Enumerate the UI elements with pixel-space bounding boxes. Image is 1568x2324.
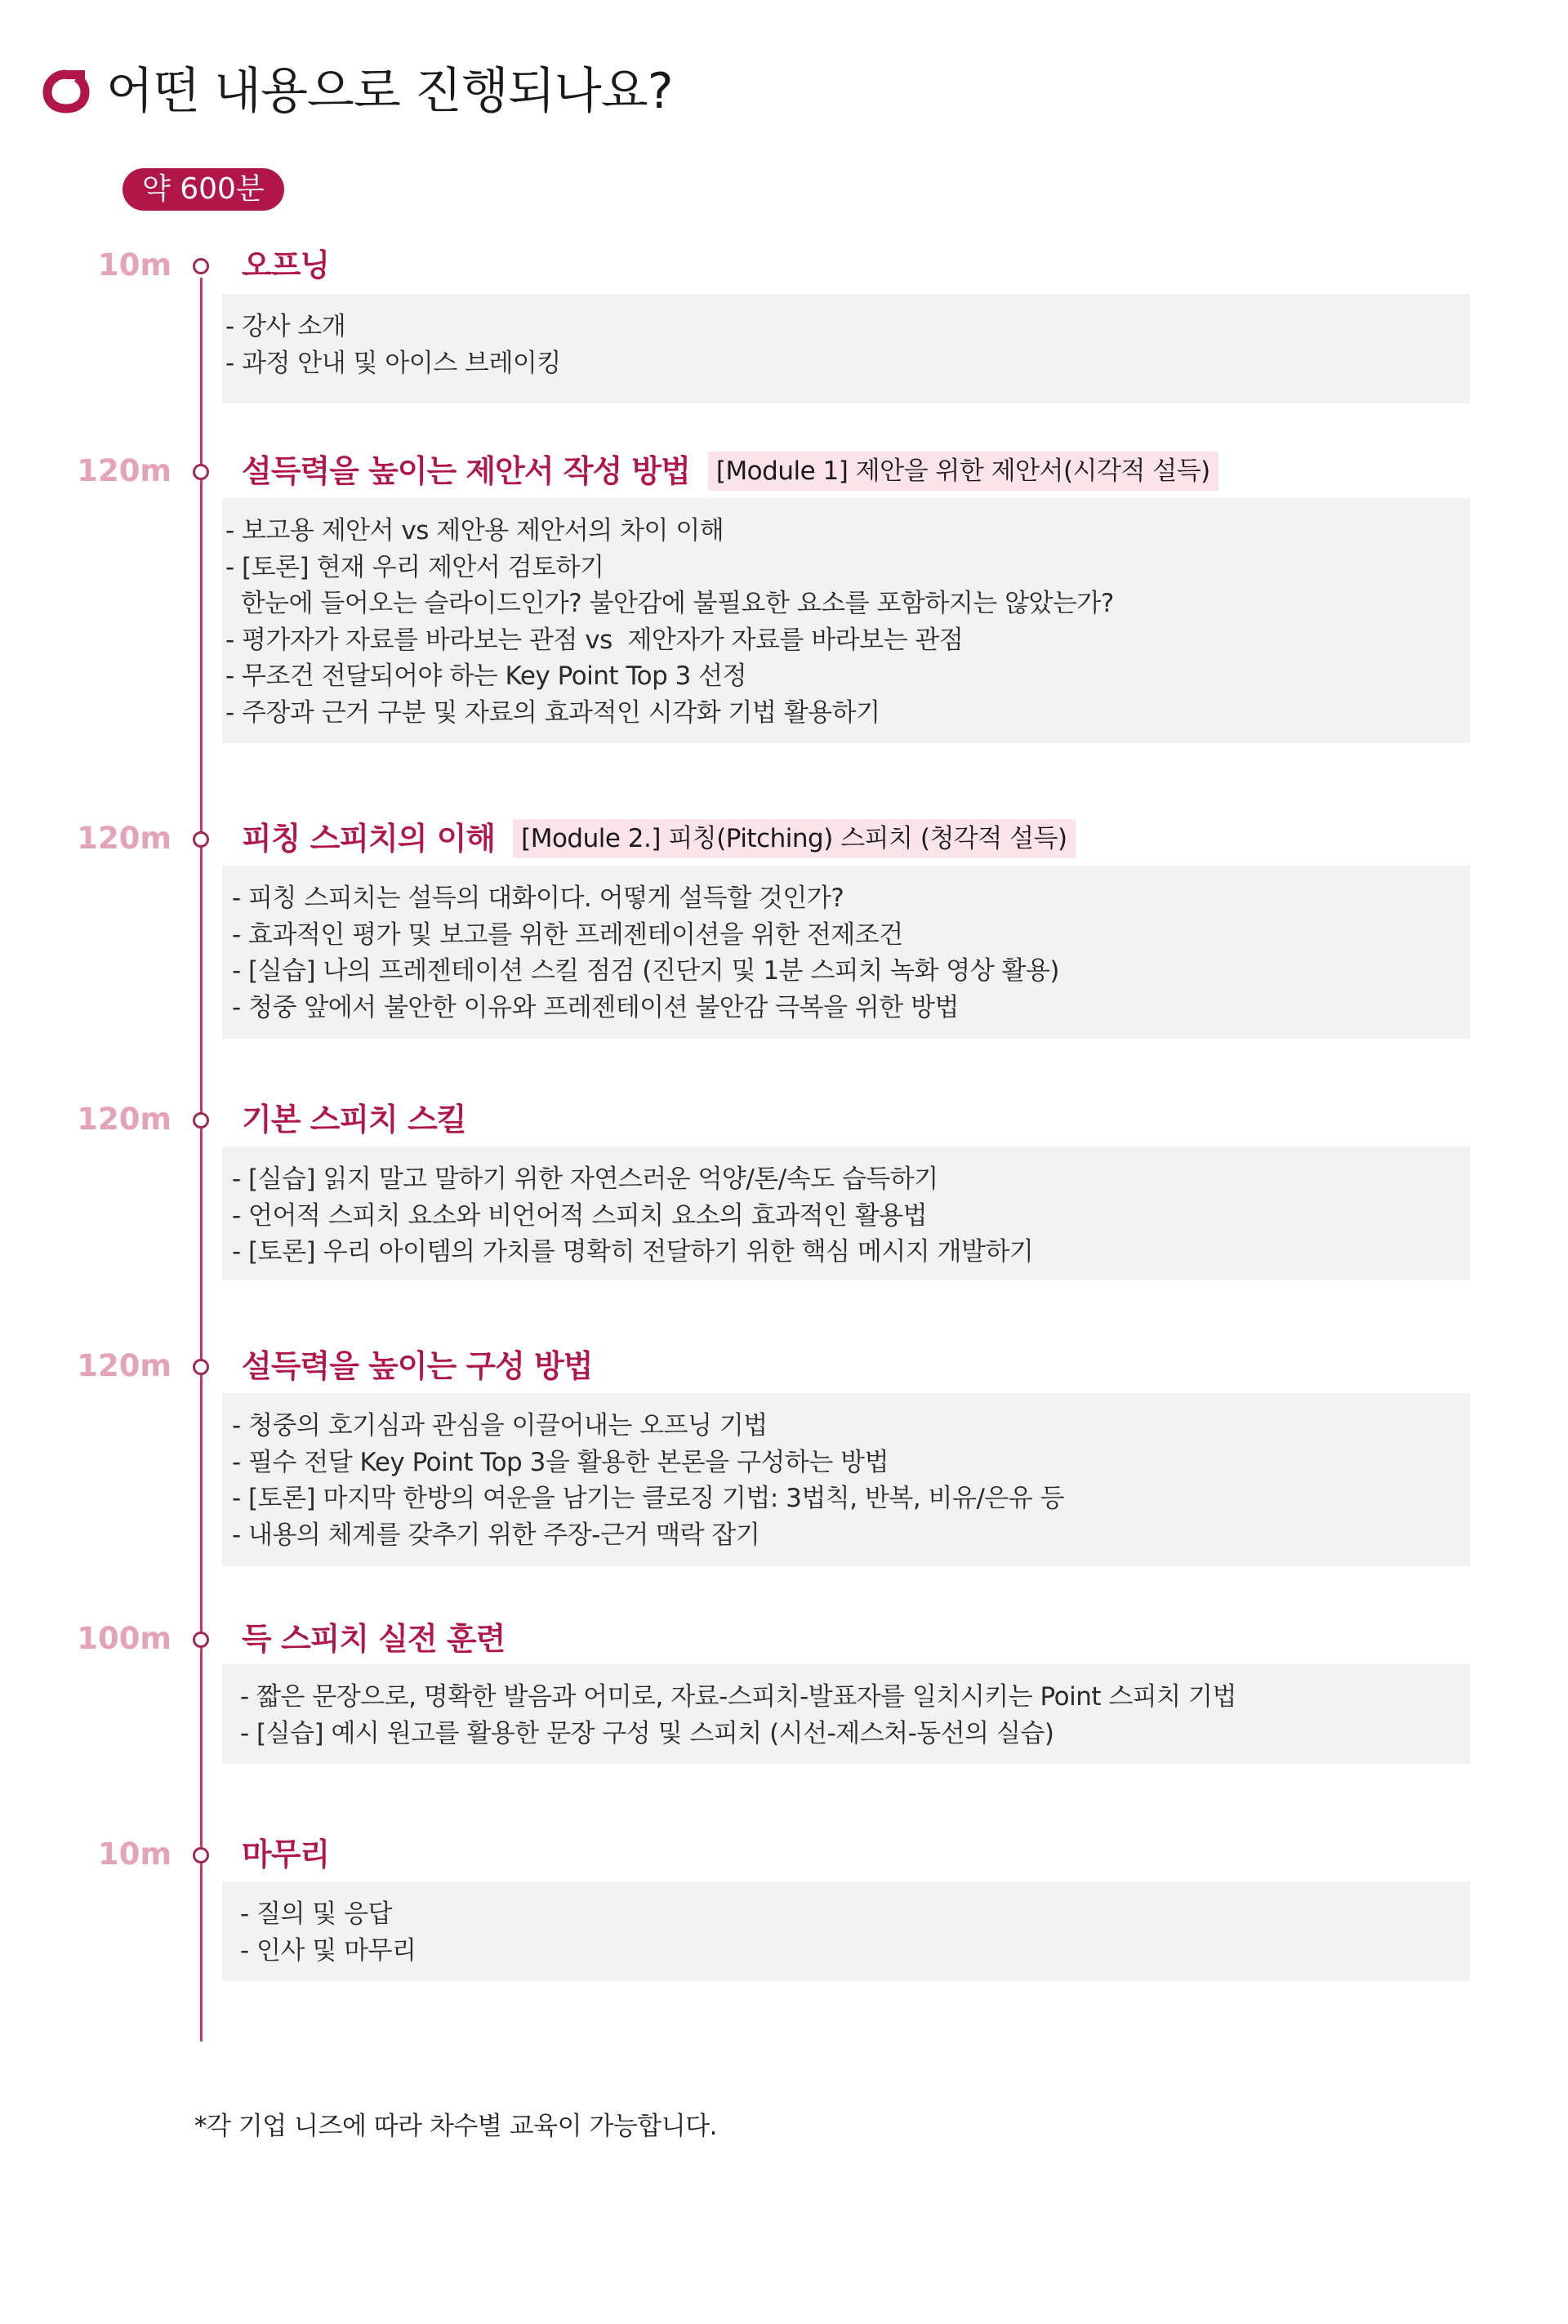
- module-title: 피칭 스피치의 이해: [242, 821, 496, 857]
- content-item: - 보고용 제안서 vs 제안용 제안서의 차이 이해: [225, 516, 724, 545]
- timeline-node-icon: [193, 258, 209, 274]
- module-content-box: [222, 498, 1470, 743]
- footnote: *각 기업 니즈에 따라 차수별 교육이 가능합니다.: [194, 2112, 717, 2141]
- content-item: - 언어적 스피치 요소와 비언어적 스피치 요소의 효과적인 활용법: [232, 1200, 928, 1231]
- module-title-row: [242, 1618, 505, 1659]
- module-tag: [Module 1] 제안을 위한 제안서(시각적 설득): [708, 452, 1218, 491]
- content-item: - 평가자가 자료를 바라보는 관점 vs 제안자가 자료를 바라보는 관점: [225, 625, 964, 655]
- module-content-box: [222, 1393, 1470, 1566]
- content-item: 한눈에 들어오는 슬라이드인가? 불안감에 불필요한 요소를 포함하지는 않았는가?: [225, 589, 1114, 618]
- content-item: - 인사 및 마무리: [240, 1935, 416, 1966]
- module-duration: 100m: [77, 1621, 172, 1656]
- module-title-row: [242, 245, 329, 286]
- content-item: - 청중 앞에서 불안한 이유와 프레젠테이션 불안감 극복을 위한 방법: [232, 992, 959, 1022]
- module-content-box: [222, 1881, 1470, 1981]
- logo-mark-icon: [42, 68, 90, 115]
- module-content-box: [222, 294, 1470, 403]
- module-duration: 120m: [77, 1102, 172, 1137]
- module-content-box: [222, 866, 1470, 1039]
- timeline-node-icon: [193, 831, 209, 848]
- content-item: - 강사 소개: [225, 312, 346, 341]
- module-duration: 120m: [77, 453, 172, 488]
- module-title-row: [242, 1834, 329, 1875]
- module-title-row: [242, 818, 1076, 859]
- page-title: 어떤 내용으로 진행되나요?: [106, 63, 673, 120]
- content-item: - [실습] 읽지 말고 말하기 위한 자연스러운 억양/톤/속도 습득하기: [232, 1164, 938, 1194]
- content-item: - 짧은 문장으로, 명확한 발음과 어미로, 자료-스피치-발표자를 일치시키는 Point 스피치 기법: [240, 1682, 1236, 1712]
- content-item: - 피칭 스피치는 설득의 대화이다. 어떻게 설득할 것인가?: [232, 884, 844, 913]
- module-duration: 10m: [97, 247, 172, 283]
- content-item: - 질의 및 응답: [240, 1899, 392, 1929]
- module-title: 설득력을 높이는 제안서 작성 방법: [242, 453, 690, 489]
- content-item: - [실습] 나의 프레젠테이션 스킬 점검 (진단지 및 1분 스피치 녹화 영상 활용): [232, 956, 1060, 986]
- timeline-node-icon: [193, 1632, 209, 1648]
- module-content-box: [222, 1664, 1470, 1764]
- page-header: [42, 59, 673, 124]
- content-item: - [토론] 마지막 한방의 여운을 남기는 클로징 기법: 3법칙, 반복, 비유/은유 등: [232, 1484, 1065, 1513]
- module-title: 마무리: [242, 1836, 330, 1872]
- timeline-node-icon: [193, 1112, 209, 1129]
- module-title: 득 스피치 실전 훈련: [242, 1621, 506, 1657]
- content-item: - [실습] 예시 원고를 활용한 문장 구성 및 스피치 (시선-제스처-동선의 실습): [240, 1718, 1054, 1748]
- timeline-line: [200, 278, 203, 2041]
- module-title: 오프닝: [242, 247, 330, 283]
- timeline-node-icon: [193, 1847, 209, 1863]
- module-content-box: [222, 1146, 1470, 1280]
- module-title-row: [242, 1346, 592, 1387]
- content-item: - [토론] 현재 우리 제안서 검토하기: [225, 552, 604, 582]
- module-duration: 120m: [77, 821, 172, 856]
- module-title: 기본 스피치 스킬: [242, 1102, 466, 1138]
- content-item: - 무조건 전달되어야 하는 Key Point Top 3 선정: [225, 661, 747, 691]
- content-item: - 과정 안내 및 아이스 브레이킹: [225, 348, 561, 378]
- module-tag: [Module 2.] 피칭(Pitching) 스피치 (청각적 설득): [513, 819, 1076, 858]
- module-title-row: [242, 451, 1218, 492]
- module-title-row: [242, 1099, 466, 1140]
- content-item: - 청중의 호기심과 관심을 이끌어내는 오프닝 기법: [232, 1411, 768, 1440]
- total-duration-badge: 약 600분: [122, 168, 284, 211]
- module-title: 설득력을 높이는 구성 방법: [242, 1348, 593, 1384]
- module-duration: 120m: [77, 1348, 172, 1383]
- content-item: - 주장과 근거 구분 및 자료의 효과적인 시각화 기법 활용하기: [225, 697, 880, 728]
- content-item: - [토론] 우리 아이템의 가치를 명확히 전달하기 위한 핵심 메시지 개발하기: [232, 1237, 1034, 1267]
- content-item: - 내용의 체계를 갖추기 위한 주장-근거 맥락 잡기: [232, 1520, 760, 1550]
- content-item: - 효과적인 평가 및 보고를 위한 프레젠테이션을 위한 전제조건: [232, 919, 903, 950]
- timeline-node-icon: [193, 1359, 209, 1375]
- content-item: - 필수 전달 Key Point Top 3을 활용한 본론을 구성하는 방법: [232, 1447, 889, 1477]
- module-duration: 10m: [97, 1836, 172, 1872]
- timeline-node-icon: [193, 464, 209, 480]
